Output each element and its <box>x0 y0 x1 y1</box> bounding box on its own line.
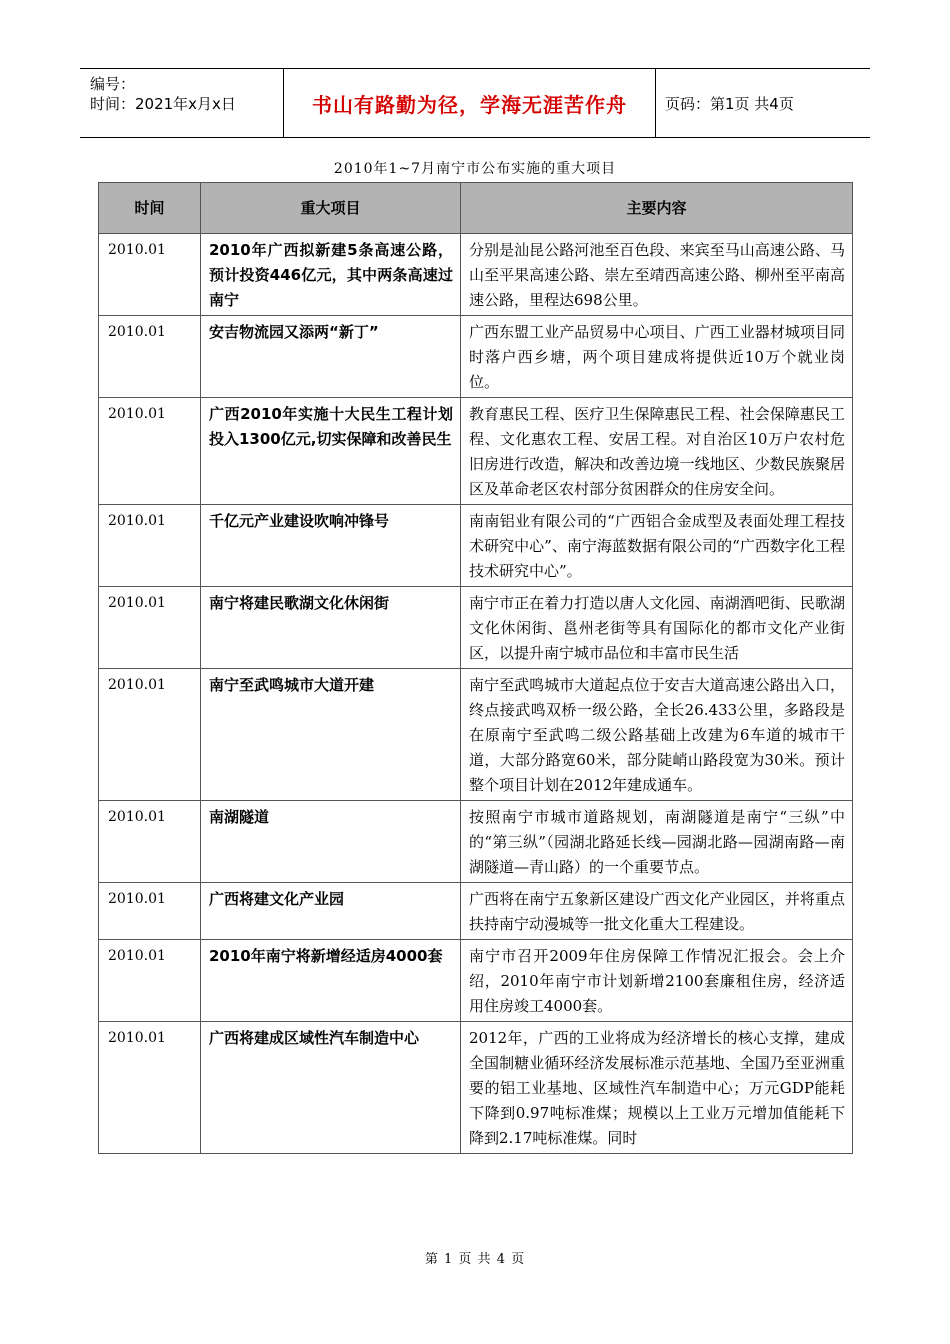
row-project: 南宁将建民歌湖文化休闲街 <box>201 587 461 669</box>
row-project: 南宁至武鸣城市大道开建 <box>201 669 461 801</box>
row-content: 南南铝业有限公司的“广西铝合金成型及表面处理工程技术研究中心”、南宁海蓝数据有限公司的“广西数字化工程技术研究中心”。 <box>461 505 853 587</box>
row-date: 2010.01 <box>99 234 201 316</box>
table-row <box>99 234 853 316</box>
table-row <box>99 587 853 669</box>
row-project: 2010年广西拟新建5条高速公路，预计投资446亿元，其中两条高速过南宁 <box>201 234 461 316</box>
row-date: 2010.01 <box>99 505 201 587</box>
header-motto: 书山有路勤为径，学海无涯苦作舟 <box>283 69 656 137</box>
row-content: 广西将在南宁五象新区建设广西文化产业园区，并将重点扶持南宁动漫城等一批文化重大工程建设。 <box>461 883 853 940</box>
row-content: 南宁市召开2009年住房保障工作情况汇报会。会上介绍，2010年南宁市计划新增2100套廉租住房，经济适用住房竣工4000套。 <box>461 940 853 1022</box>
row-project: 千亿元产业建设吹响冲锋号 <box>201 505 461 587</box>
page-header <box>80 68 870 138</box>
page-footer: 第 1 页 共 4 页 <box>424 1252 526 1267</box>
table-row <box>99 505 853 587</box>
table-body <box>99 234 853 1154</box>
table-row <box>99 1022 853 1154</box>
row-content: 南宁至武鸣城市大道起点位于安吉大道高速公路出入口，终点接武鸣双桥一级公路，全长26.433公里，多路段是在原南宁至武鸣二级公路基础上改建为6车道的城市干道，大部分路宽60米，部分陡峭山路段宽为30米。预计整个项目计划在2012年建成通车。 <box>461 669 853 801</box>
column-header-time: 时间 <box>99 183 201 234</box>
projects-table <box>98 182 853 1154</box>
table-row <box>99 883 853 940</box>
row-project: 南湖隧道 <box>201 801 461 883</box>
row-project: 2010年南宁将新增经适房4000套 <box>201 940 461 1022</box>
row-project: 安吉物流园又添两“新丁” <box>201 316 461 398</box>
row-project: 广西将建成区域性汽车制造中心 <box>201 1022 461 1154</box>
row-content: 2012年，广西的工业将成为经济增长的核心支撑，建成全国制糖业循环经济发展标准示范基地、全国乃至亚洲重要的铝工业基地、区域性汽车制造中心；万元GDP能耗下降到0.97吨标准煤；规模以上工业万元增加值能耗下降到2.17吨标准煤。同时 <box>461 1022 853 1154</box>
header-page-number: 页码：第1页 共4页 <box>665 94 794 113</box>
table-header-row <box>99 183 853 234</box>
row-date: 2010.01 <box>99 398 201 505</box>
row-content: 分别是汕昆公路河池至百色段、来宾至马山高速公路、马山至平果高速公路、崇左至靖西高速公路、柳州至平南高速公路，里程达698公里。 <box>461 234 853 316</box>
row-date: 2010.01 <box>99 316 201 398</box>
row-date: 2010.01 <box>99 801 201 883</box>
column-header-project: 重大项目 <box>201 183 461 234</box>
row-date: 2010.01 <box>99 1022 201 1154</box>
header-meta <box>80 69 283 137</box>
table-row <box>99 801 853 883</box>
number-label: 编号： <box>90 75 136 93</box>
row-date: 2010.01 <box>99 669 201 801</box>
row-date: 2010.01 <box>99 940 201 1022</box>
row-date: 2010.01 <box>99 883 201 940</box>
column-header-content: 主要内容 <box>461 183 853 234</box>
row-content: 广西东盟工业产品贸易中心项目、广西工业器材城项目同时落户西乡塘，两个项目建成将提供近10万个就业岗位。 <box>461 316 853 398</box>
row-content: 南宁市正在着力打造以唐人文化园、南湖酒吧街、民歌湖文化休闲街、邕州老街等具有国际化的都市文化产业街区，以提升南宁城市品位和丰富市民生活 <box>461 587 853 669</box>
table-row <box>99 398 853 505</box>
table-row <box>99 669 853 801</box>
table-row <box>99 940 853 1022</box>
row-project: 广西将建文化产业园 <box>201 883 461 940</box>
row-content: 教育惠民工程、医疗卫生保障惠民工程、社会保障惠民工程、文化惠农工程、安居工程。对自治区10万户农村危旧房进行改造，解决和改善边境一线地区、少数民族聚居区及革命老区农村部分贫困群众的住房安全问。 <box>461 398 853 505</box>
document-title: 2010年1~7月南宁市公布实施的重大项目 <box>333 161 617 177</box>
row-project: 广西2010年实施十大民生工程计划投入1300亿元,切实保障和改善民生 <box>201 398 461 505</box>
time-label: 时间：2021年x月x日 <box>90 95 236 113</box>
row-content: 按照南宁市城市道路规划，南湖隧道是南宁“三纵”中的“第三纵”（园湖北路延长线—园湖北路—园湖南路—南湖隧道—青山路）的一个重要节点。 <box>461 801 853 883</box>
table-row <box>99 316 853 398</box>
row-date: 2010.01 <box>99 587 201 669</box>
